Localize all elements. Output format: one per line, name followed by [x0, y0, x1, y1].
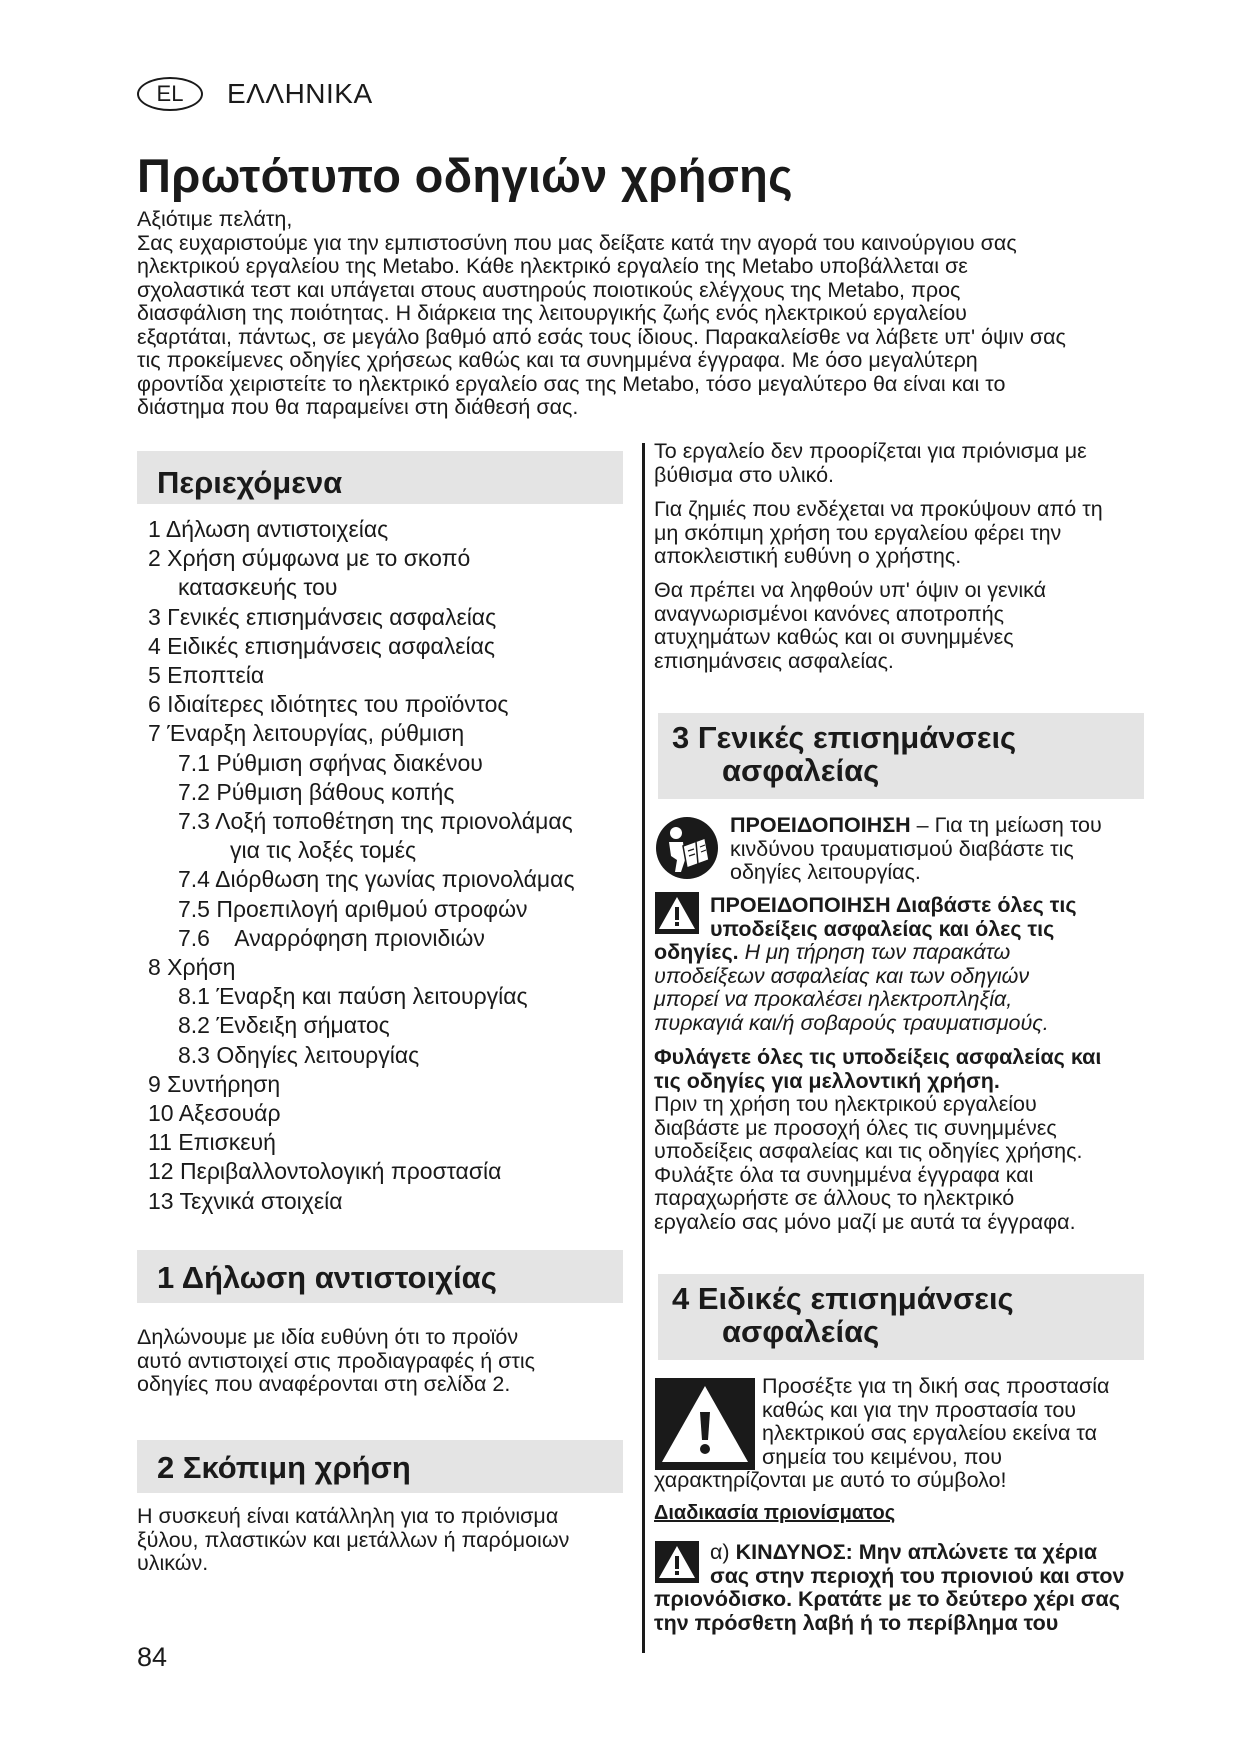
toc-subitem[interactable]: 7.4 Διόρθωση της γωνίας πριονολάμας: [178, 866, 575, 893]
text-line: εργαλείο σας μόνο μαζί με αυτά τα έγγραφα.: [654, 1209, 1076, 1234]
toc-subitem[interactable]: 8.1 Έναρξη και παύση λειτουργίας: [178, 983, 528, 1010]
text-line: υποδείξεις ασφαλείας και τις οδηγίες χρήσης.: [654, 1139, 1083, 1163]
text-line: επισημάνσεις ασφαλείας.: [654, 648, 894, 673]
text-line: Το εργαλείο δεν προορίζεται για πριόνισμα με: [654, 439, 1087, 463]
text-line: ατυχημάτων καθώς και οι συνημμένες: [654, 625, 1014, 649]
language-header: [137, 74, 373, 114]
toc-subitem[interactable]: 8.3 Οδηγίες λειτουργίας: [178, 1041, 420, 1068]
procedure-subheading: Διαδικασία πριονίσματος: [654, 1502, 896, 1524]
intro-line: διάστημα που θα παραμείνει στη διάθεσή σας.: [137, 395, 579, 419]
language-name: ΕΛΛΗΝΙΚΑ: [227, 78, 373, 109]
text-line: τις οδηγίες για μελλοντική χρήση.: [654, 1068, 1000, 1093]
text-line: Πριν τη χρήση του ηλεκτρικού εργαλείου: [654, 1092, 1037, 1116]
text-line: κινδύνου τραυματισμού διαβάστε τις: [730, 836, 1074, 861]
text-line: πριονόδισκο. Κρατάτε με το δεύτερο χέρι σας: [654, 1587, 1120, 1611]
text-line: σημεία του κειμένου, που: [762, 1444, 1002, 1469]
danger-hands-warning: [654, 1541, 1154, 1635]
section-3-heading-line: ασφαλείας: [722, 753, 880, 788]
toc-subitem[interactable]: 7.2 Ρύθμιση βάθους κοπής: [178, 778, 455, 805]
toc-item[interactable]: 4 Ειδικές επισημάνσεις ασφαλείας: [148, 632, 496, 659]
toc-subitem[interactable]: 7.5 Προεπιλογή αριθμού στροφών: [178, 895, 528, 922]
toc-item[interactable]: 1 Δήλωση αντιστοιχείας: [148, 516, 389, 542]
accident-rules-paragraph: [654, 579, 1144, 673]
text-line: ξύλου, πλαστικών και μετάλλων ή παρόμοιων: [137, 1527, 570, 1552]
page-number: 84: [137, 1642, 168, 1672]
text-line: καθώς και για την προστασία του: [762, 1397, 1077, 1422]
section-4-heading-line: ασφαλείας: [722, 1314, 880, 1349]
text-italic: Η μη τήρηση των παρακάτω: [738, 940, 1011, 964]
text-bold: οδηγίες.: [654, 940, 739, 964]
intro-line: εξαρτάται, πάντως, σε μεγάλο βαθμό από εσάς τους ίδιους. Παρακαλείσθε να λάβετε υπ' όψιν σας: [137, 324, 1066, 349]
text-line: – Για τη μείωση του: [910, 813, 1102, 837]
intro-paragraph: [137, 208, 1147, 420]
section-2-text: [137, 1505, 623, 1576]
text-line: διαβάστε με προσοχή όλες τις συνημμένες: [654, 1115, 1057, 1140]
text-line: αποκλειστική ευθύνη ο χρήστης.: [654, 544, 962, 568]
text-line: πυρκαγιά και/ή σοβαρούς τραυματισμούς.: [654, 1010, 1049, 1035]
toc-item[interactable]: 10 Αξεσουάρ: [148, 1100, 281, 1127]
toc-subitem[interactable]: 7.1 Ρύθμιση σφήνας διακένου: [178, 749, 483, 776]
text-line: σας στην περιοχή του πριονιού και στον: [710, 1563, 1125, 1588]
text-line: Προσέξτε για τη δική σας προστασία: [762, 1374, 1110, 1398]
toc-subitem-continuation[interactable]: για τις λοξές τομές: [230, 837, 417, 864]
section-4-text: [654, 1375, 1154, 1493]
intro-line: σχολαστικά τεστ και υπάγεται στους αυστηρούς ποιοτικούς ελέγχους της Metabo, προς: [137, 277, 961, 302]
intro-line: ηλεκτρικού εργαλείου της Metabo. Κάθε ηλεκτρικό εργαλείο της Metabo υποβάλλεται σε: [137, 254, 968, 278]
column-divider: [642, 443, 645, 1653]
toc-item[interactable]: 6 Ιδιαίτερες ιδιότητες του προϊόντος: [148, 691, 509, 718]
section-3-heading: [658, 713, 1144, 799]
section-1-text: [137, 1326, 623, 1397]
intro-line: φροντίδα χειριστείτε το ηλεκτρικό εργαλείο σας της Metabo, τόσο μεγαλύτερο θα είναι και το: [137, 371, 1006, 396]
page-title: Πρωτότυπο οδηγιών χρήσης: [137, 149, 793, 202]
text-line: Για ζημιές που ενδέχεται να προκύψουν από τη: [654, 497, 1103, 521]
toc-item[interactable]: 3 Γενικές επισημάνσεις ασφαλείας: [148, 603, 497, 630]
text-line: υλικών.: [137, 1551, 209, 1575]
warning-read-all-instructions: [654, 894, 1154, 1035]
toc-item-continuation[interactable]: κατασκευής του: [178, 574, 338, 601]
language-code-badge: EL: [137, 77, 203, 111]
section-4-heading: [658, 1274, 1144, 1360]
section-3-heading-line: 3 Γενικές επισημάνσεις: [672, 720, 1017, 755]
text-line: την πρόσθετη λαβή ή το περίβλημα του: [654, 1610, 1059, 1635]
toc-item[interactable]: 13 Τεχνικά στοιχεία: [148, 1187, 343, 1214]
text-line: Φυλάξτε όλα τα συνημμένα έγγραφα και: [654, 1162, 1034, 1187]
text-bold: ΚΙΝΔΥΝΟΣ: Μην απλώνετε τα χέρια: [735, 1540, 1098, 1564]
toc-item[interactable]: 8 Χρήση: [148, 954, 236, 981]
intro-line: Αξιότιμε πελάτη,: [137, 207, 293, 231]
text-line: Η συσκευή είναι κατάλληλη για το πριόνισμα: [137, 1504, 559, 1528]
text-line: μη σκόπιμη χρήση του εργαλείου φέρει την: [654, 520, 1062, 545]
toc-item[interactable]: 2 Χρήση σύμφωνα με το σκοπό: [148, 545, 471, 572]
read-manual-icon: [655, 816, 719, 880]
text-line: οδηγίες που αναφέρονται στη σελίδα 2.: [137, 1372, 511, 1396]
toc-subitem[interactable]: 8.2 Ένδειξη σήματος: [178, 1012, 390, 1039]
text-line: υποδείξεις ασφαλείας και όλες τις: [710, 916, 1055, 941]
liability-paragraph: [654, 498, 1144, 569]
toc-item[interactable]: 5 Εποπτεία: [148, 662, 265, 689]
text-line: αναγνωρισμένοι κανόνες αποτροπής: [654, 601, 1005, 626]
text-line: ηλεκτρικού σας εργαλείου εκείνα τα: [762, 1421, 1098, 1445]
text-line: αυτό αντιστοιχεί στις προδιαγραφές ή στις: [137, 1348, 536, 1373]
section-2-heading: 2 Σκόπιμη χρήση: [137, 1440, 623, 1493]
text-line: χαρακτηρίζονται με αυτό το σύμβολο!: [654, 1468, 1007, 1492]
section-4-heading-line: 4 Ειδικές επισημάνσεις: [672, 1281, 1014, 1316]
warning-label: ΠΡΟΕΙΔΟΠΟΙΗΣΗ: [730, 813, 911, 837]
section-1-heading: 1 Δήλωση αντιστοιχίας: [137, 1250, 623, 1303]
text-line: μπορεί να προκαλέσει ηλεκτροπληξία,: [654, 987, 1013, 1011]
text-line: Φυλάγετε όλες τις υποδείξεις ασφαλείας και: [654, 1045, 1102, 1069]
text-line: ΠΡΟΕΙΔΟΠΟΙΗΣΗ Διαβάστε όλες τις: [710, 893, 1077, 917]
toc-subitem[interactable]: 7.6 Αναρρόφηση πριονιδιών: [178, 924, 485, 951]
toc-subitem[interactable]: 7.3 Λοξή τοποθέτηση της πριονολάμας: [178, 808, 573, 835]
text-line: βύθισμα στο υλικό.: [654, 462, 835, 487]
intro-line: διασφάλιση της ποιότητας. Η διάρκεια της λειτουργικής ζωής ενός ηλεκτρικού εργαλείου: [137, 301, 967, 325]
text-line: Θα πρέπει να ληφθούν υπ' όψιν οι γενικά: [654, 578, 1047, 602]
keep-instructions-paragraph: [654, 1046, 1154, 1234]
warning-read-manual: [730, 814, 1150, 885]
table-of-contents: [148, 515, 628, 1216]
text-line: Δηλώνουμε με ιδία ευθύνη ότι το προϊόν: [137, 1325, 519, 1349]
toc-item[interactable]: 12 Περιβαλλοντολογική προστασία: [148, 1158, 502, 1185]
intro-line: Σας ευχαριστούμε για την εμπιστοσύνη που μας δείξατε κατά την αγορά του καινούργιου σας: [137, 230, 1017, 255]
text-line: παραχωρήστε σε άλλους το ηλεκτρικό: [654, 1186, 1015, 1210]
usage-note-paragraph: [654, 440, 1144, 487]
toc-item[interactable]: 9 Συντήρηση: [148, 1070, 281, 1097]
intro-line: τις προκείμενες οδηγίες χρήσεως καθώς και τα συνημμένα έγγραφα. Με όσο μεγαλύτερη: [137, 348, 978, 372]
toc-item[interactable]: 11 Επισκευή: [148, 1129, 276, 1156]
text-line: οδηγίες λειτουργίας.: [730, 860, 921, 884]
text-line: υποδείξεων ασφαλείας και των οδηγιών: [654, 963, 1030, 988]
list-marker: α): [710, 1540, 736, 1564]
toc-heading: Περιεχόμενα: [137, 451, 623, 504]
toc-item[interactable]: 7 Έναρξη λειτουργίας, ρύθμιση: [148, 720, 465, 747]
